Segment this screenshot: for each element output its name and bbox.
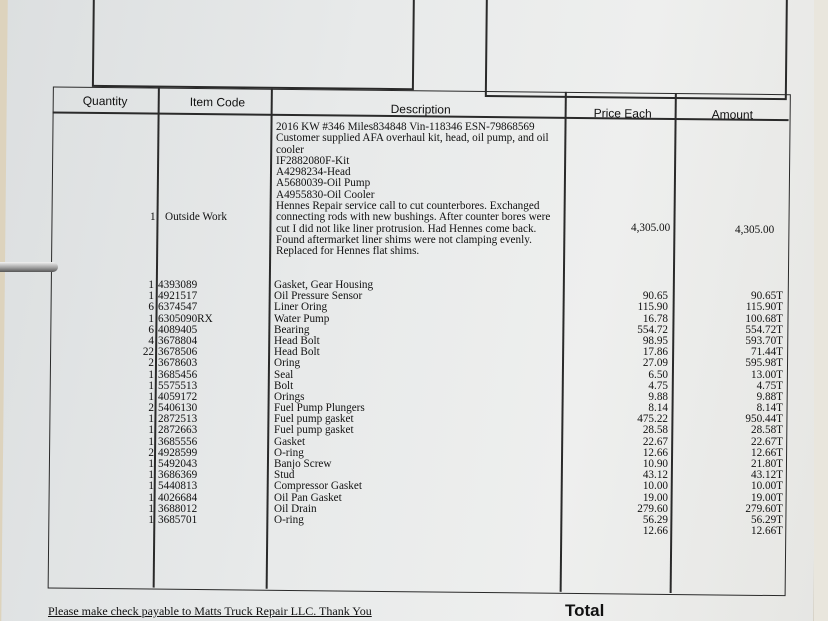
description-line: cut I did not like liner protrusion. Had Hennes come back. bbox=[276, 222, 537, 235]
item-code: 5406130 bbox=[158, 402, 198, 415]
item-description: Fuel pump gasket bbox=[274, 413, 354, 426]
description-line: cooler bbox=[276, 143, 304, 156]
address-box-left bbox=[92, 0, 415, 90]
item-amount: 593.70T bbox=[745, 334, 783, 347]
item-code: 3678506 bbox=[158, 346, 198, 359]
item-description: Seal bbox=[274, 368, 294, 381]
item-code: 6374547 bbox=[158, 301, 198, 314]
item-quantity: 1 bbox=[148, 368, 154, 381]
item-amount: 9.88T bbox=[756, 390, 783, 403]
item-quantity: 1 bbox=[148, 469, 154, 482]
item-code: 5575513 bbox=[158, 379, 198, 392]
total-label: Total bbox=[565, 601, 605, 620]
item-description: Head Bolt bbox=[274, 346, 320, 359]
item-amount: 279.60T bbox=[745, 502, 783, 515]
item-amount: 13.00T bbox=[750, 368, 783, 381]
item-amount: 71.44T bbox=[750, 346, 783, 359]
item-quantity: 1 bbox=[148, 435, 154, 448]
item-description: Bearing bbox=[274, 323, 310, 336]
item-amount: 56.29T bbox=[750, 513, 783, 526]
item-description: Gasket, Gear Housing bbox=[274, 279, 374, 291]
item-description: Oil Pressure Sensor bbox=[274, 290, 363, 303]
item-code: 3685556 bbox=[158, 435, 198, 448]
item-code: 5492043 bbox=[158, 458, 198, 470]
first-item-price: 4,305.00 bbox=[631, 222, 671, 234]
item-quantity: 1 bbox=[148, 290, 154, 303]
header-amount: Amount bbox=[711, 107, 754, 122]
item-code: 3678603 bbox=[158, 357, 198, 370]
item-price-each: 90.65 bbox=[642, 290, 668, 303]
description-line: IF2882080F-Kit bbox=[276, 154, 350, 167]
item-amount: 10.00T bbox=[750, 480, 783, 493]
item-amount: 4.75T bbox=[756, 379, 783, 392]
item-code: 3678804 bbox=[158, 334, 198, 347]
item-price-each: 98.95 bbox=[642, 334, 668, 347]
item-description: Gasket bbox=[274, 435, 306, 448]
item-code: 4089405 bbox=[158, 323, 198, 336]
item-description: Compressor Gasket bbox=[274, 480, 362, 493]
item-quantity: 1 bbox=[148, 502, 154, 515]
first-item-description bbox=[276, 122, 566, 258]
item-code: 4393089 bbox=[158, 279, 198, 291]
item-description: Head Bolt bbox=[274, 334, 320, 347]
item-price-each: 22.67 bbox=[642, 435, 668, 448]
item-description: Orings bbox=[274, 390, 305, 403]
description-line: Replaced for Hennes flat shims. bbox=[276, 245, 420, 258]
header-price-each: Price Each bbox=[593, 106, 652, 121]
payment-note: Please make check payable to Matts Truck Repair LLC. Thank You bbox=[48, 604, 372, 618]
item-quantity: 1 bbox=[148, 312, 154, 325]
first-item-amount: 4,305.00 bbox=[735, 224, 775, 236]
header-item-code: Item Code bbox=[189, 94, 246, 110]
item-description: Fuel pump gasket bbox=[274, 424, 354, 437]
header-quantity: Quantity bbox=[82, 93, 128, 109]
item-price-each: 10.90 bbox=[642, 458, 668, 470]
item-description: Liner Oring bbox=[274, 301, 328, 314]
item-description: Banjo Screw bbox=[274, 458, 332, 470]
item-description: Oring bbox=[274, 357, 301, 370]
description-line: A4298234-Head bbox=[276, 166, 351, 179]
description-line: 2016 KW #346 Miles834848 Vin-118346 ESN-79868569 bbox=[276, 121, 535, 133]
item-price-each: 28.58 bbox=[642, 424, 668, 437]
first-item-code: Outside Work bbox=[165, 211, 227, 223]
item-price-each: 8.14 bbox=[648, 402, 668, 415]
item-amount: 12.66T bbox=[750, 446, 783, 459]
item-price-each: 6.50 bbox=[648, 368, 668, 381]
item-price-each: 27.09 bbox=[642, 357, 668, 370]
item-amount: 115.90T bbox=[745, 301, 783, 314]
item-quantity: 1 bbox=[148, 424, 154, 437]
item-quantity: 4 bbox=[148, 334, 154, 347]
item-quantity: 22 bbox=[142, 346, 154, 359]
item-quantity: 2 bbox=[148, 402, 154, 415]
item-code: 4921517 bbox=[158, 290, 198, 303]
item-price-each: 43.12 bbox=[642, 469, 668, 482]
item-amount: 595.98T bbox=[745, 357, 783, 370]
item-price-each: 56.29 bbox=[642, 513, 668, 526]
item-amount: 43.12T bbox=[750, 469, 783, 482]
address-box-right bbox=[485, 0, 788, 100]
item-code: 3686369 bbox=[158, 469, 198, 482]
item-code: 2872663 bbox=[158, 424, 198, 437]
item-code: 3688012 bbox=[158, 502, 198, 515]
item-price-each: 4.75 bbox=[648, 379, 668, 392]
item-description: Stud bbox=[274, 469, 295, 482]
item-amount: 19.00T bbox=[750, 491, 783, 504]
item-price-each: 475.22 bbox=[637, 413, 668, 426]
item-quantity: 1 bbox=[148, 390, 154, 403]
item-description: Water Pump bbox=[274, 312, 330, 325]
item-code: 3685701 bbox=[158, 513, 198, 526]
item-price-each: 17.86 bbox=[642, 346, 668, 359]
item-price-each: 554.72 bbox=[637, 323, 668, 336]
item-quantity: 6 bbox=[148, 323, 154, 336]
item-quantity: 1 bbox=[148, 458, 154, 470]
description-line: Hennes Repair service call to cut counterbores. Exchanged bbox=[276, 200, 540, 213]
item-amount: 554.72T bbox=[745, 323, 783, 336]
description-line: A5680039-Oil Pump bbox=[276, 177, 371, 190]
item-quantity: 1 bbox=[148, 491, 154, 504]
item-code: 4059172 bbox=[158, 390, 198, 403]
header-description: Description bbox=[390, 102, 451, 117]
item-code: 4928599 bbox=[158, 446, 198, 459]
item-quantity: 1 bbox=[148, 513, 154, 526]
item-code: 6305090RX bbox=[158, 312, 213, 325]
item-amount: 100.68T bbox=[745, 312, 783, 325]
item-description: Bolt bbox=[274, 379, 294, 392]
item-description: O-ring bbox=[274, 446, 304, 459]
item-price-each: 10.00 bbox=[642, 480, 668, 493]
item-price-each: 19.00 bbox=[642, 491, 668, 504]
item-price-each: 279.60 bbox=[637, 502, 668, 515]
item-quantity: 1 bbox=[148, 379, 154, 392]
description-line: Customer supplied AFA overhaul kit, head, oil pump, and oil bbox=[276, 132, 549, 145]
item-code: 2872513 bbox=[158, 413, 198, 426]
page-edge bbox=[814, 0, 828, 621]
item-quantity: 2 bbox=[148, 357, 154, 370]
item-amount: 28.58T bbox=[750, 424, 783, 437]
item-description: Oil Drain bbox=[274, 502, 317, 515]
item-description: O-ring bbox=[274, 513, 304, 526]
item-price-each: 115.90 bbox=[637, 301, 668, 314]
item-description: Fuel Pump Plungers bbox=[274, 402, 365, 415]
item-code: 4026684 bbox=[158, 491, 198, 504]
item-amount: 21.80T bbox=[750, 458, 783, 470]
item-code: 3685456 bbox=[158, 368, 198, 381]
item-price-each: 9.88 bbox=[648, 390, 668, 403]
item-quantity: 1 bbox=[148, 480, 154, 493]
description-line: connecting rods with new bushings. After counter bores were bbox=[276, 211, 551, 224]
item-price-each: 16.78 bbox=[642, 312, 668, 325]
item-amount: 950.44T bbox=[745, 413, 783, 426]
item-amount: 22.67T bbox=[750, 435, 783, 448]
description-line: Found aftermarket liner shims were not clamping evenly. bbox=[276, 233, 532, 246]
item-quantity: 6 bbox=[148, 301, 154, 314]
first-item-quantity: 1 bbox=[150, 211, 156, 223]
description-line: A4955830-Oil Cooler bbox=[276, 188, 375, 201]
item-amount: 90.65T bbox=[750, 290, 783, 303]
item-price-each: 12.66 bbox=[642, 446, 668, 459]
item-quantity: 1 bbox=[148, 279, 154, 291]
item-amount: 8.14T bbox=[756, 402, 783, 415]
item-price-each: 12.66 bbox=[642, 525, 668, 538]
item-description: Oil Pan Gasket bbox=[274, 491, 342, 504]
item-quantity: 2 bbox=[148, 446, 154, 459]
item-code: 5440813 bbox=[158, 480, 198, 493]
item-amount: 12.66T bbox=[750, 525, 783, 538]
binder-ring bbox=[0, 262, 58, 272]
item-quantity: 1 bbox=[148, 413, 154, 426]
